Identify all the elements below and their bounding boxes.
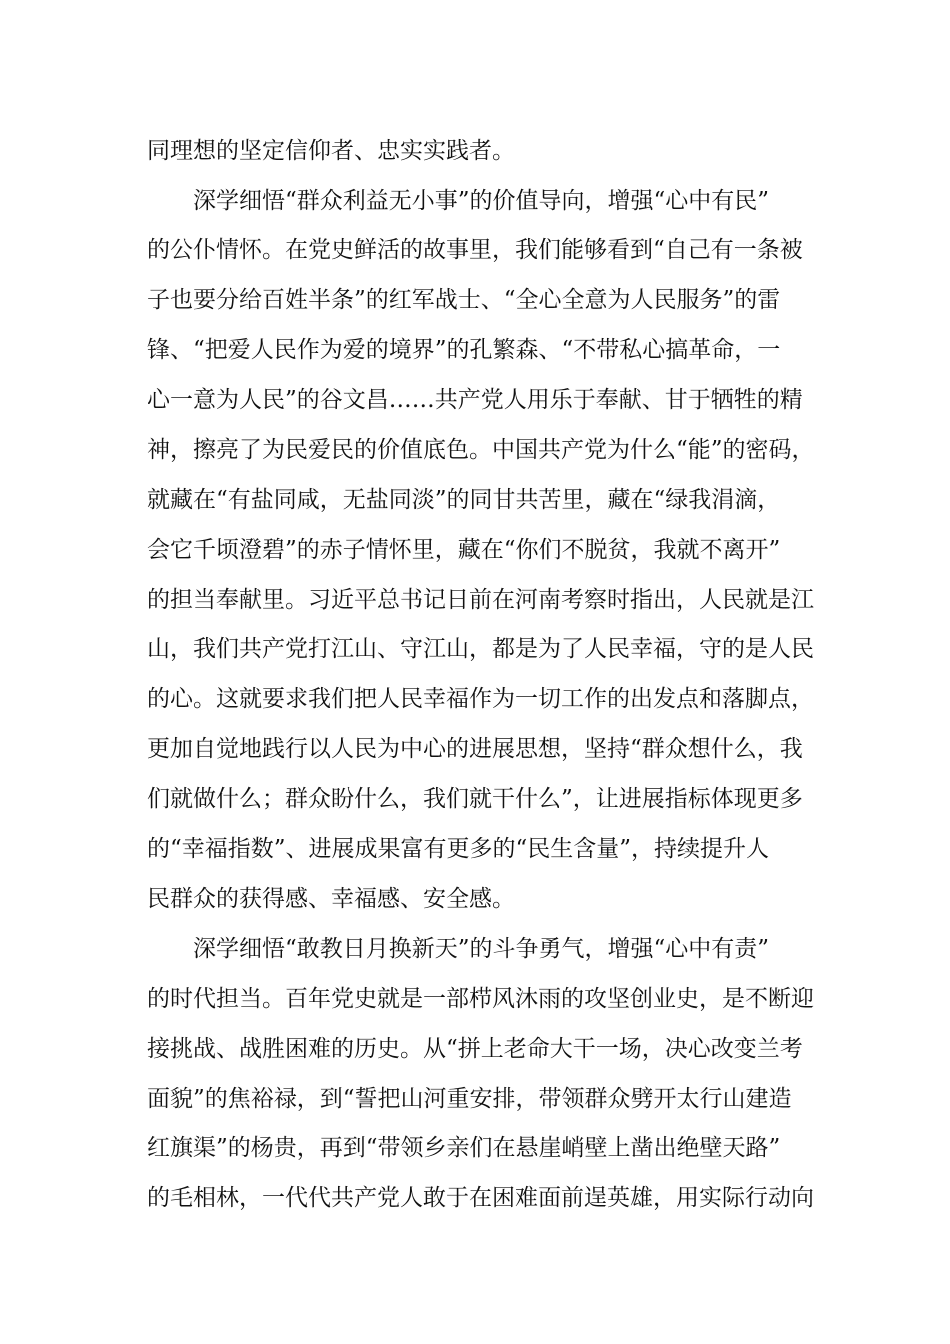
line-text: 神，擦亮了为民爱民的价值底色。中国共产党为什么“能”的密码， [147,437,815,463]
line-text: 们就做什么；群众盼什么，我们就干什么”，让进展指标体现更多 [147,786,803,812]
line-text: 就藏在“有盐同咸，无盐同淡”的同甘共苦里，藏在“绿我涓滴， [147,487,781,513]
text-line [0,829,950,869]
line-text: 面貌”的焦裕禄，到“誓把山河重安排，带领群众劈开太行山建造 [147,1086,792,1112]
text-line [0,1079,950,1119]
line-text: 心一意为人民”的谷文昌……共产党人用乐于奉献、甘于牺牲的精 [147,387,803,413]
text-line [0,430,950,470]
text-line [0,181,950,221]
line-text: 更加自觉地践行以人民为中心的进展思想，坚持“群众想什么，我 [147,736,803,762]
line-text: 的“幸福指数”、进展成果富有更多的“民生含量”，持续提升人 [147,836,770,862]
text-line [0,1128,950,1168]
line-text: 红旗渠”的杨贵，再到“带领乡亲们在悬崖峭壁上凿出绝壁天路” [147,1135,781,1161]
text-line [0,580,950,620]
text-line [0,1178,950,1218]
line-text: 同理想的坚定信仰者、忠实实践者。 [147,138,515,164]
line-text: 山，我们共产党打江山、守江山，都是为了人民幸福，守的是人民 [147,636,814,662]
text-line [0,380,950,420]
text-line [0,629,950,669]
line-text: 的担当奉献里。习近平总书记日前在河南考察时指出，人民就是江 [147,587,814,613]
line-text: 的毛相林，一代代共产党人敢于在困难面前逞英雄，用实际行动向 [147,1185,814,1211]
line-text: 深学细悟“敢教日月换新天”的斗争勇气，增强“心中有责” [193,936,770,962]
line-text: 的心。这就要求我们把人民幸福作为一切工作的出发点和落脚点， [147,686,814,712]
line-text: 锋、“把爱人民作为爱的境界”的孔繁森、“不带私心搞革命，一 [147,337,781,363]
text-line [0,979,950,1019]
line-text: 接挑战、战胜困难的历史。从“拼上老命大干一场，决心改变兰考 [147,1036,803,1062]
text-line [0,131,950,171]
text-line [0,280,950,320]
text-line [0,729,950,769]
text-line [0,530,950,570]
text-line [0,480,950,520]
line-text: 会它千顷澄碧”的赤子情怀里，藏在“你们不脱贫，我就不离开” [147,537,781,563]
text-line [0,230,950,270]
text-line [0,879,950,919]
line-text: 民群众的获得感、幸福感、安全感。 [147,886,515,912]
text-line [0,330,950,370]
line-text: 深学细悟“群众利益无小事”的价值导向，增强“心中有民” [193,188,770,214]
line-text: 子也要分给百姓半条”的红军战士、“全心全意为人民服务”的雷 [147,287,781,313]
line-text: 的时代担当。百年党史就是一部栉风沐雨的攻坚创业史，是不断迎 [147,986,814,1012]
text-line [0,779,950,819]
text-line [0,929,950,969]
line-text: 的公仆情怀。在党史鲜活的故事里，我们能够看到“自己有一条被 [147,237,803,263]
text-line [0,1029,950,1069]
text-line [0,679,950,719]
